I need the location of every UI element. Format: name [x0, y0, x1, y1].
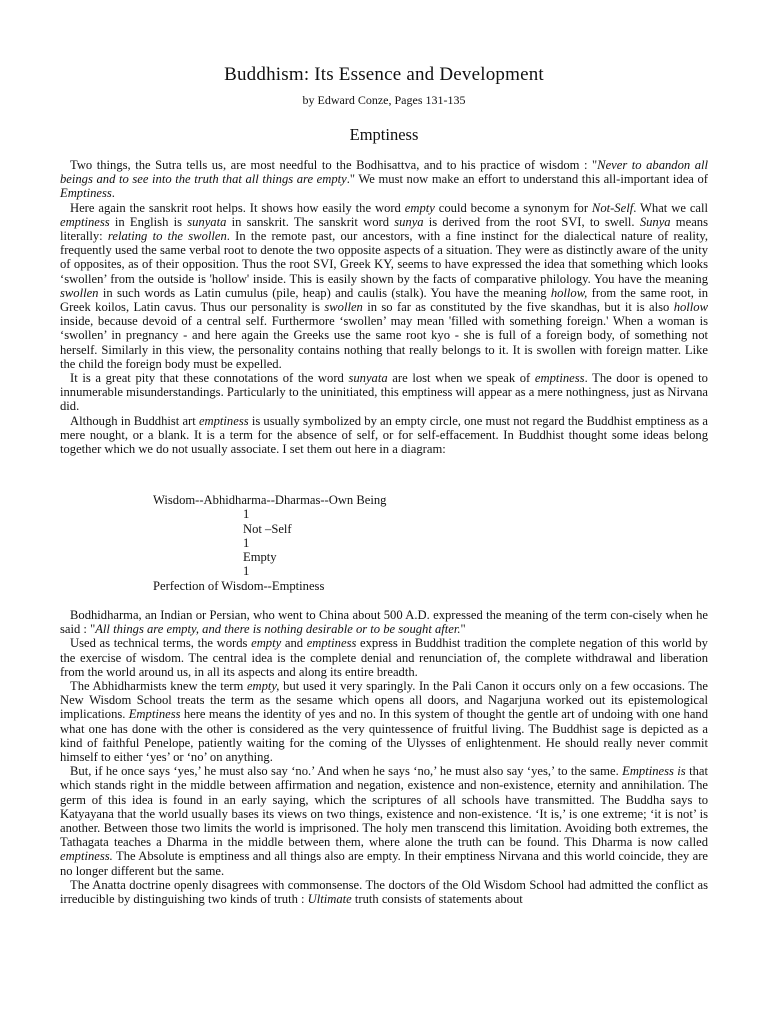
diagram-connector: 1 [243, 507, 250, 522]
diagram-line: Empty [243, 550, 277, 565]
paragraph: It is a great pity that these connotations of the word sunyata are lost when we speak of emptiness. The door is opened to innumerable misunderstandings. Particularly to the uninitiated, this emptiness will appear as a mere nothingness, just as Nirvana did. [60, 371, 708, 414]
paragraph: Used as technical terms, the words empty and emptiness express in Buddhist tradition the complete negation of this world by the exercise of wisdom. The central idea is the complete denial and renunciation of, the complete withdrawal and liberation from the world around us, in all its aspects and along its entire breadth. [60, 636, 708, 679]
body-text-lower [60, 608, 708, 906]
diagram-line: Perfection of Wisdom--Emptiness [153, 578, 325, 593]
diagram-line: Wisdom--Abhidharma--Dharmas--Own Being [153, 493, 387, 507]
diagram-line: Not –Self [243, 521, 292, 536]
paragraph: But, if he once says ‘yes,’ he must also say ‘no.’ And when he says ‘no,’ he must also say ‘yes,’ to the same. Emptiness is that which stands right in the middle between affirmation and negation, existence and non-existence, eternity and annihilation. The germ of this idea is found in an early saying, which the scriptures of all schools have transmitted. The Buddha says to Katyayana that the world usually bases its views on two things, existence and non-existence. ‘It is,’ is one extreme; ‘it is not’ is another. Between those two limits the world is imprisoned. The holy men transcend this limitation. Avoiding both extremes, the Tathagata teaches a Dharma in the middle between them, where alone the truth can be found. This Dharma is now called emptiness. The Absolute is emptiness and all things also are empty. In their emptiness Nirvana and this world coincide, they are no longer different but the same. [60, 764, 708, 878]
paragraph: The Anatta doctrine openly disagrees with commonsense. The doctors of the Old Wisdom School had admitted the conflict as irreducible by distinguishing two kinds of truth : Ultimate truth consists of statements about [60, 877, 708, 907]
body-text-upper [60, 158, 708, 456]
paragraph: Bodhidharma, an Indian or Persian, who went to China about 500 A.D. expressed the meaning of the term con-cisely when he said : "All things are empty, and there is nothing desirable or to be sought after." [60, 608, 708, 637]
concept-diagram [153, 493, 386, 593]
section-heading: Emptiness [349, 125, 419, 144]
document-title: Buddhism: Its Essence and Development [224, 64, 544, 85]
diagram-connector: 1 [243, 564, 250, 579]
paragraph: The Abhidharmists knew the term empty, but used it very sparingly. In the Pali Canon it occurs only on a few occasions. The New Wisdom School treats the term as the sesame which opens all doors, and Nagarjuna worked out its epistemological implications. Emptiness here means the identity of yes and no. In this system of thought the gentle art of undoing with one hand what one has done with the other is considered as the very quintessence of fruitful living. The Buddhist sage is depicted as a kind of faithful Penelope, patiently waiting for the coming of the Ulysses of enlightenment. He should really never commit himself to either ‘yes’ or ‘no’ on anything. [60, 679, 709, 765]
paragraph: Two things, the Sutra tells us, are most needful to the Bodhisattva, and to his practice of wisdom : "Never to abandon all beings and to see into the truth that all things are empty." We must now make an effort to understand this all-important idea of Emptiness. [60, 158, 708, 201]
author-byline: by Edward Conze, Pages 131-135 [302, 93, 466, 107]
paragraph: Here again the sanskrit root helps. It shows how easily the word empty could become a synonym for Not-Self. What we call emptiness in English is sunyata in sanskrit. The sanskrit word sunya is derived from the root SVI, to swell. Sunya means literally: relating to the swollen. In the remote past, our ancestors, with a fine instinct for the dialectical nature of reality, frequently used the same verbal root to denote the two opposite aspects of a situation. They were as distinctly aware of the unity of opposites, as of their opposition. Thus the root SVI, Greek KY, seems to have expressed the idea that something which looks ‘swollen’ from the outside is 'hollow' inside. This is easily shown by the facts of comparative philology. You have the meaning swollen in such words as Latin cumulus (pile, heap) and caulis (stalk). You have the meaning hollow, from the same root, in Greek koilos, Latin cavus. Thus our personality is swollen in so far as constituted by the five skandhas, but it is also hollow inside, because devoid of a central self. Furthermore ‘swollen’ may mean 'filled with something foreign.' When a woman is ‘swollen’ in pregnancy - and here again the Greeks use the same root kyo - she is full of a foreign body, of something not herself. Similarly in this view, the personality contains nothing that really belongs to it. It is swollen with foreign matter. Like the child the foreign body must be expelled. [60, 200, 708, 371]
diagram-connector: 1 [243, 535, 250, 550]
paragraph: Although in Buddhist art emptiness is usually symbolized by an empty circle, one must not regard the Buddhist emptiness as a mere nought, or a blank. It is a term for the absence of self, or for self-effacement. In Buddhist thought some ideas belong together which we do not usually associate. I set them out here in a diagram: [60, 413, 708, 457]
